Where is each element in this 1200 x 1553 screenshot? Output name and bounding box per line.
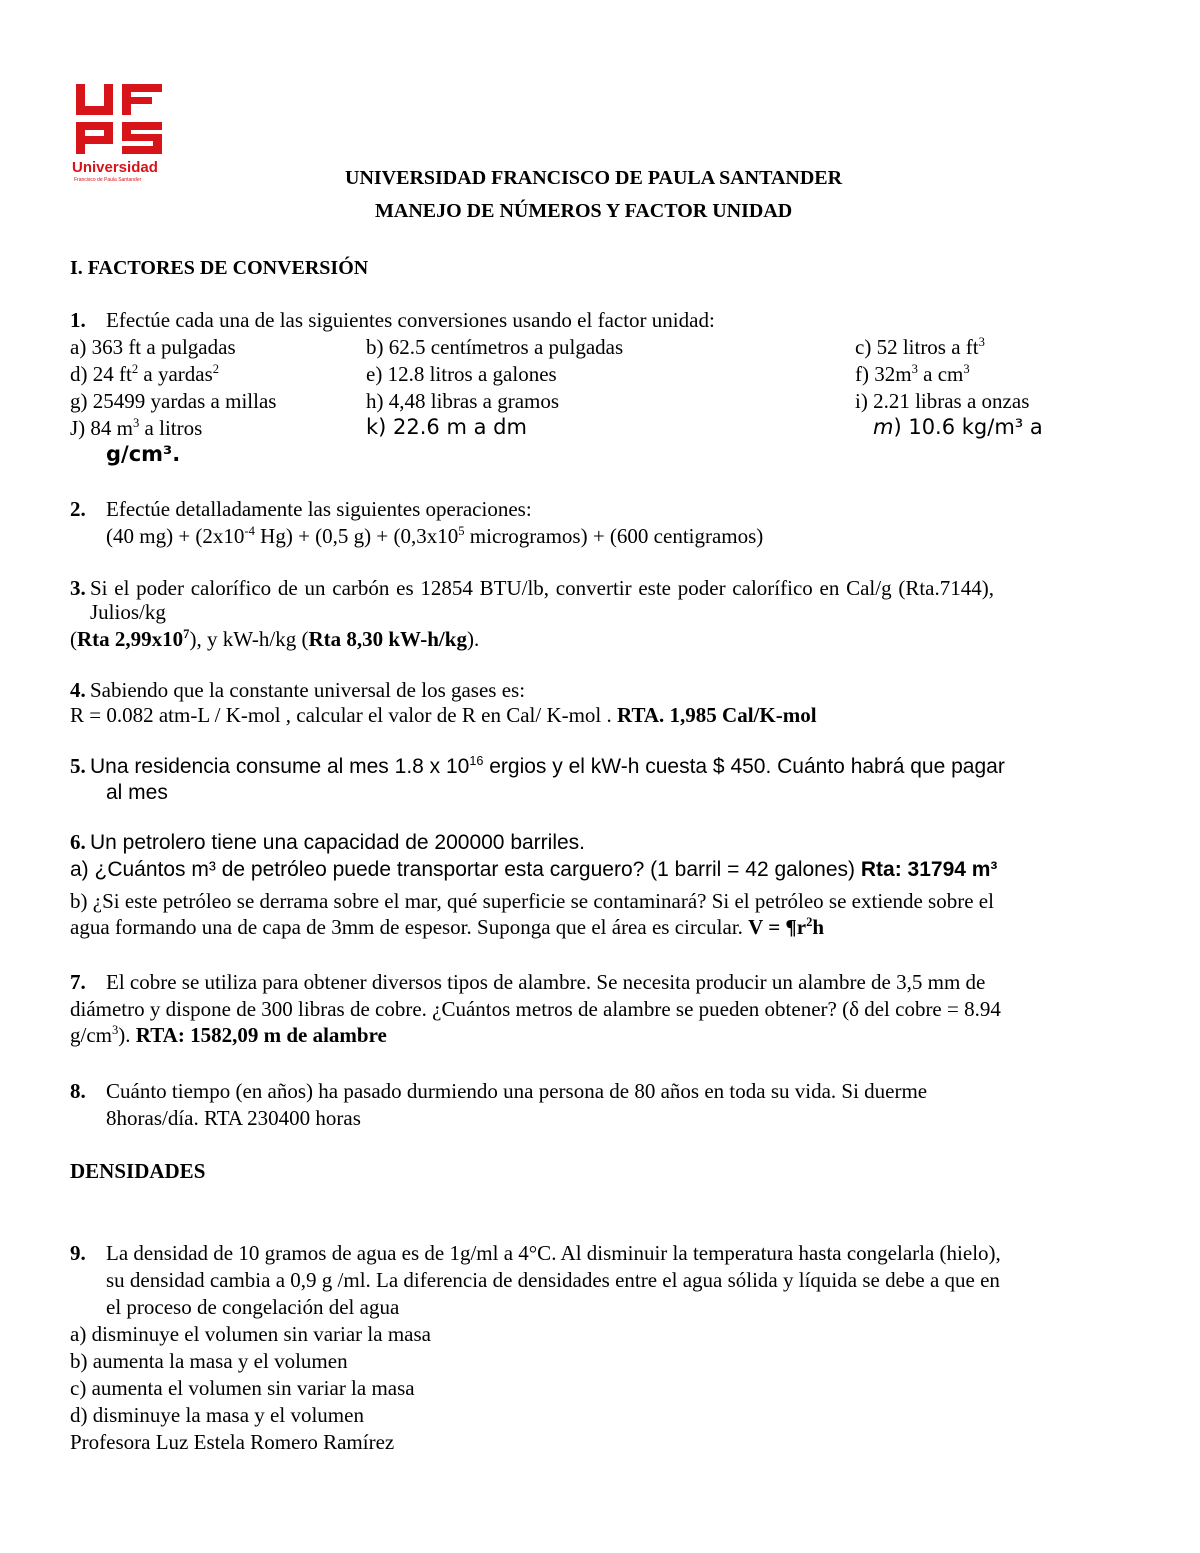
conversion-item: J) 84 $m^3$ a litros [70, 416, 203, 440]
question-number: 2. [70, 497, 86, 521]
conversion-item: c) 52 litros a $ft^3$ [855, 335, 985, 359]
answer-option: b) aumenta la masa y el volumen [70, 1349, 348, 1373]
question-text: Efectúe detalladamente las siguientes operaciones: [106, 497, 532, 521]
question-text-continued: al mes [106, 781, 168, 804]
conversion-item: e) 12.8 litros a galones [366, 362, 557, 386]
header-title: UNIVERSIDAD FRANCISCO DE PAULA SANTANDER [345, 167, 843, 189]
question-text-continued: Julios/kg [90, 600, 166, 624]
question-text: Cuánto tiempo (en años) ha pasado durmiendo una persona de 80 años en toda su vida. Si duerme [106, 1079, 928, 1103]
conversion-item: f) $32m^3$ a $cm^3$ [855, 362, 970, 386]
question-text: Una residencia consume al mes 1.8 x $10^{16}$ ergios y el kW-h cuesta $ 450. Cuánto habrá que pagar [90, 754, 1005, 778]
question-number: 1. [70, 308, 86, 332]
question-number: 5. [70, 754, 86, 778]
ufps-logo [70, 82, 170, 187]
conversion-item: d) 24 $ft^2$ a yardas$^2$ [70, 362, 220, 386]
question-part-b: b) ¿Si este petróleo se derrama sobre el mar, qué superficie se contaminará? Si el petróleo se extiende sobre el [70, 889, 994, 913]
question-number: 7. [70, 970, 86, 994]
conversion-item: k) 22.6 m a dm [366, 415, 527, 439]
question-text: La densidad de 10 gramos de agua es de 1g/ml a 4°C. Al disminuir la temperatura hasta congelarla (hielo), [106, 1241, 1001, 1265]
conversion-item: a) 363 ft a pulgadas [70, 335, 236, 359]
answer-option: d) disminuye la masa y el volumen [70, 1403, 364, 1427]
logo-text: Universidad [72, 159, 158, 176]
conversion-item: b) 62.5 centímetros a pulgadas [366, 335, 624, 359]
logo-subtext: Francisco de Paula Santander [74, 177, 142, 183]
operation-line: (40 $mg) + (2x10^{-4}$ Hg) + (0,5 $g) + (0,3x10^5$ microgramos) + (600 centigramos) [106, 524, 764, 548]
question-text-continued: el proceso de congelación del agua [106, 1295, 400, 1319]
question-text: Sabiendo que la constante universal de los gases es: [90, 678, 526, 702]
conversion-item: h) 4,48 libras a gramos [366, 389, 560, 413]
conversion-item: g) 25499 yardas a millas [70, 389, 277, 413]
question-text: Un petrolero tiene una capacidad de 200000 barriles. [90, 831, 586, 854]
question-part-b-continued: agua formando una de capa de 3mm de espesor. Suponga que el área es circular. $V = \P r^2h$ [70, 915, 825, 939]
conversion-item: m) 10.6 kg/m³ a [873, 415, 1043, 439]
question-text: Si el poder calorífico de un carbón es 12854 BTU/lb, convertir este poder calorífico en Cal/g (Rta.7144), [90, 576, 994, 600]
question-answer: (Rta $2,99x10^7$), y kW-h/kg (Rta 8,30 kW-h/kg). [70, 627, 480, 651]
section-heading: DENSIDADES [70, 1159, 206, 1183]
header-subtitle: MANEJO DE NÚMEROS Y FACTOR UNIDAD [375, 200, 793, 222]
question-text-continued: diámetro y dispone de 300 libras de cobre. ¿Cuántos metros de alambre se pueden obtener? (δ del cobre = 8.94 [70, 997, 1001, 1021]
question-text-continued: 8horas/día. RTA 230400 horas [106, 1106, 361, 1130]
question-answer: $g/cm^3$). RTA: 1582,09 m de alambre [70, 1023, 387, 1047]
question-number: 4. [70, 678, 86, 702]
author: Profesora Luz Estela Romero Ramírez [70, 1430, 395, 1454]
question-text-continued: su densidad cambia a 0,9 g /ml. La diferencia de densidades entre el agua sólida y líquida se debe a que en [106, 1268, 1000, 1292]
question-text: Efectúe cada una de las siguientes conversiones usando el factor unidad: [106, 308, 715, 332]
question-number: 9. [70, 1241, 86, 1265]
question-part-a: a) ¿Cuántos m³ de petróleo puede transportar esta carguero? (1 barril = 42 galones) Rta: 31794 m³ [70, 858, 998, 881]
answer-option: c) aumenta el volumen sin variar la masa [70, 1376, 415, 1400]
question-number: 6. [70, 830, 86, 854]
conversion-item: i) 2.21 libras a onzas [855, 389, 1030, 413]
question-number: 3. [70, 576, 86, 600]
answer-option: a) disminuye el volumen sin variar la masa [70, 1322, 431, 1346]
question-text: El cobre se utiliza para obtener diversos tipos de alambre. Se necesita producir un alambre de 3,5 mm de [106, 970, 986, 994]
section-heading: I. FACTORES DE CONVERSIÓN [70, 257, 369, 279]
question-line: R = 0.082 atm-L / K-mol , calcular el valor de R en Cal/ K-mol . RTA. 1,985 Cal/K-mol [70, 703, 817, 727]
conversion-item-continued: g/cm³. [106, 442, 181, 466]
question-number: 8. [70, 1079, 86, 1103]
